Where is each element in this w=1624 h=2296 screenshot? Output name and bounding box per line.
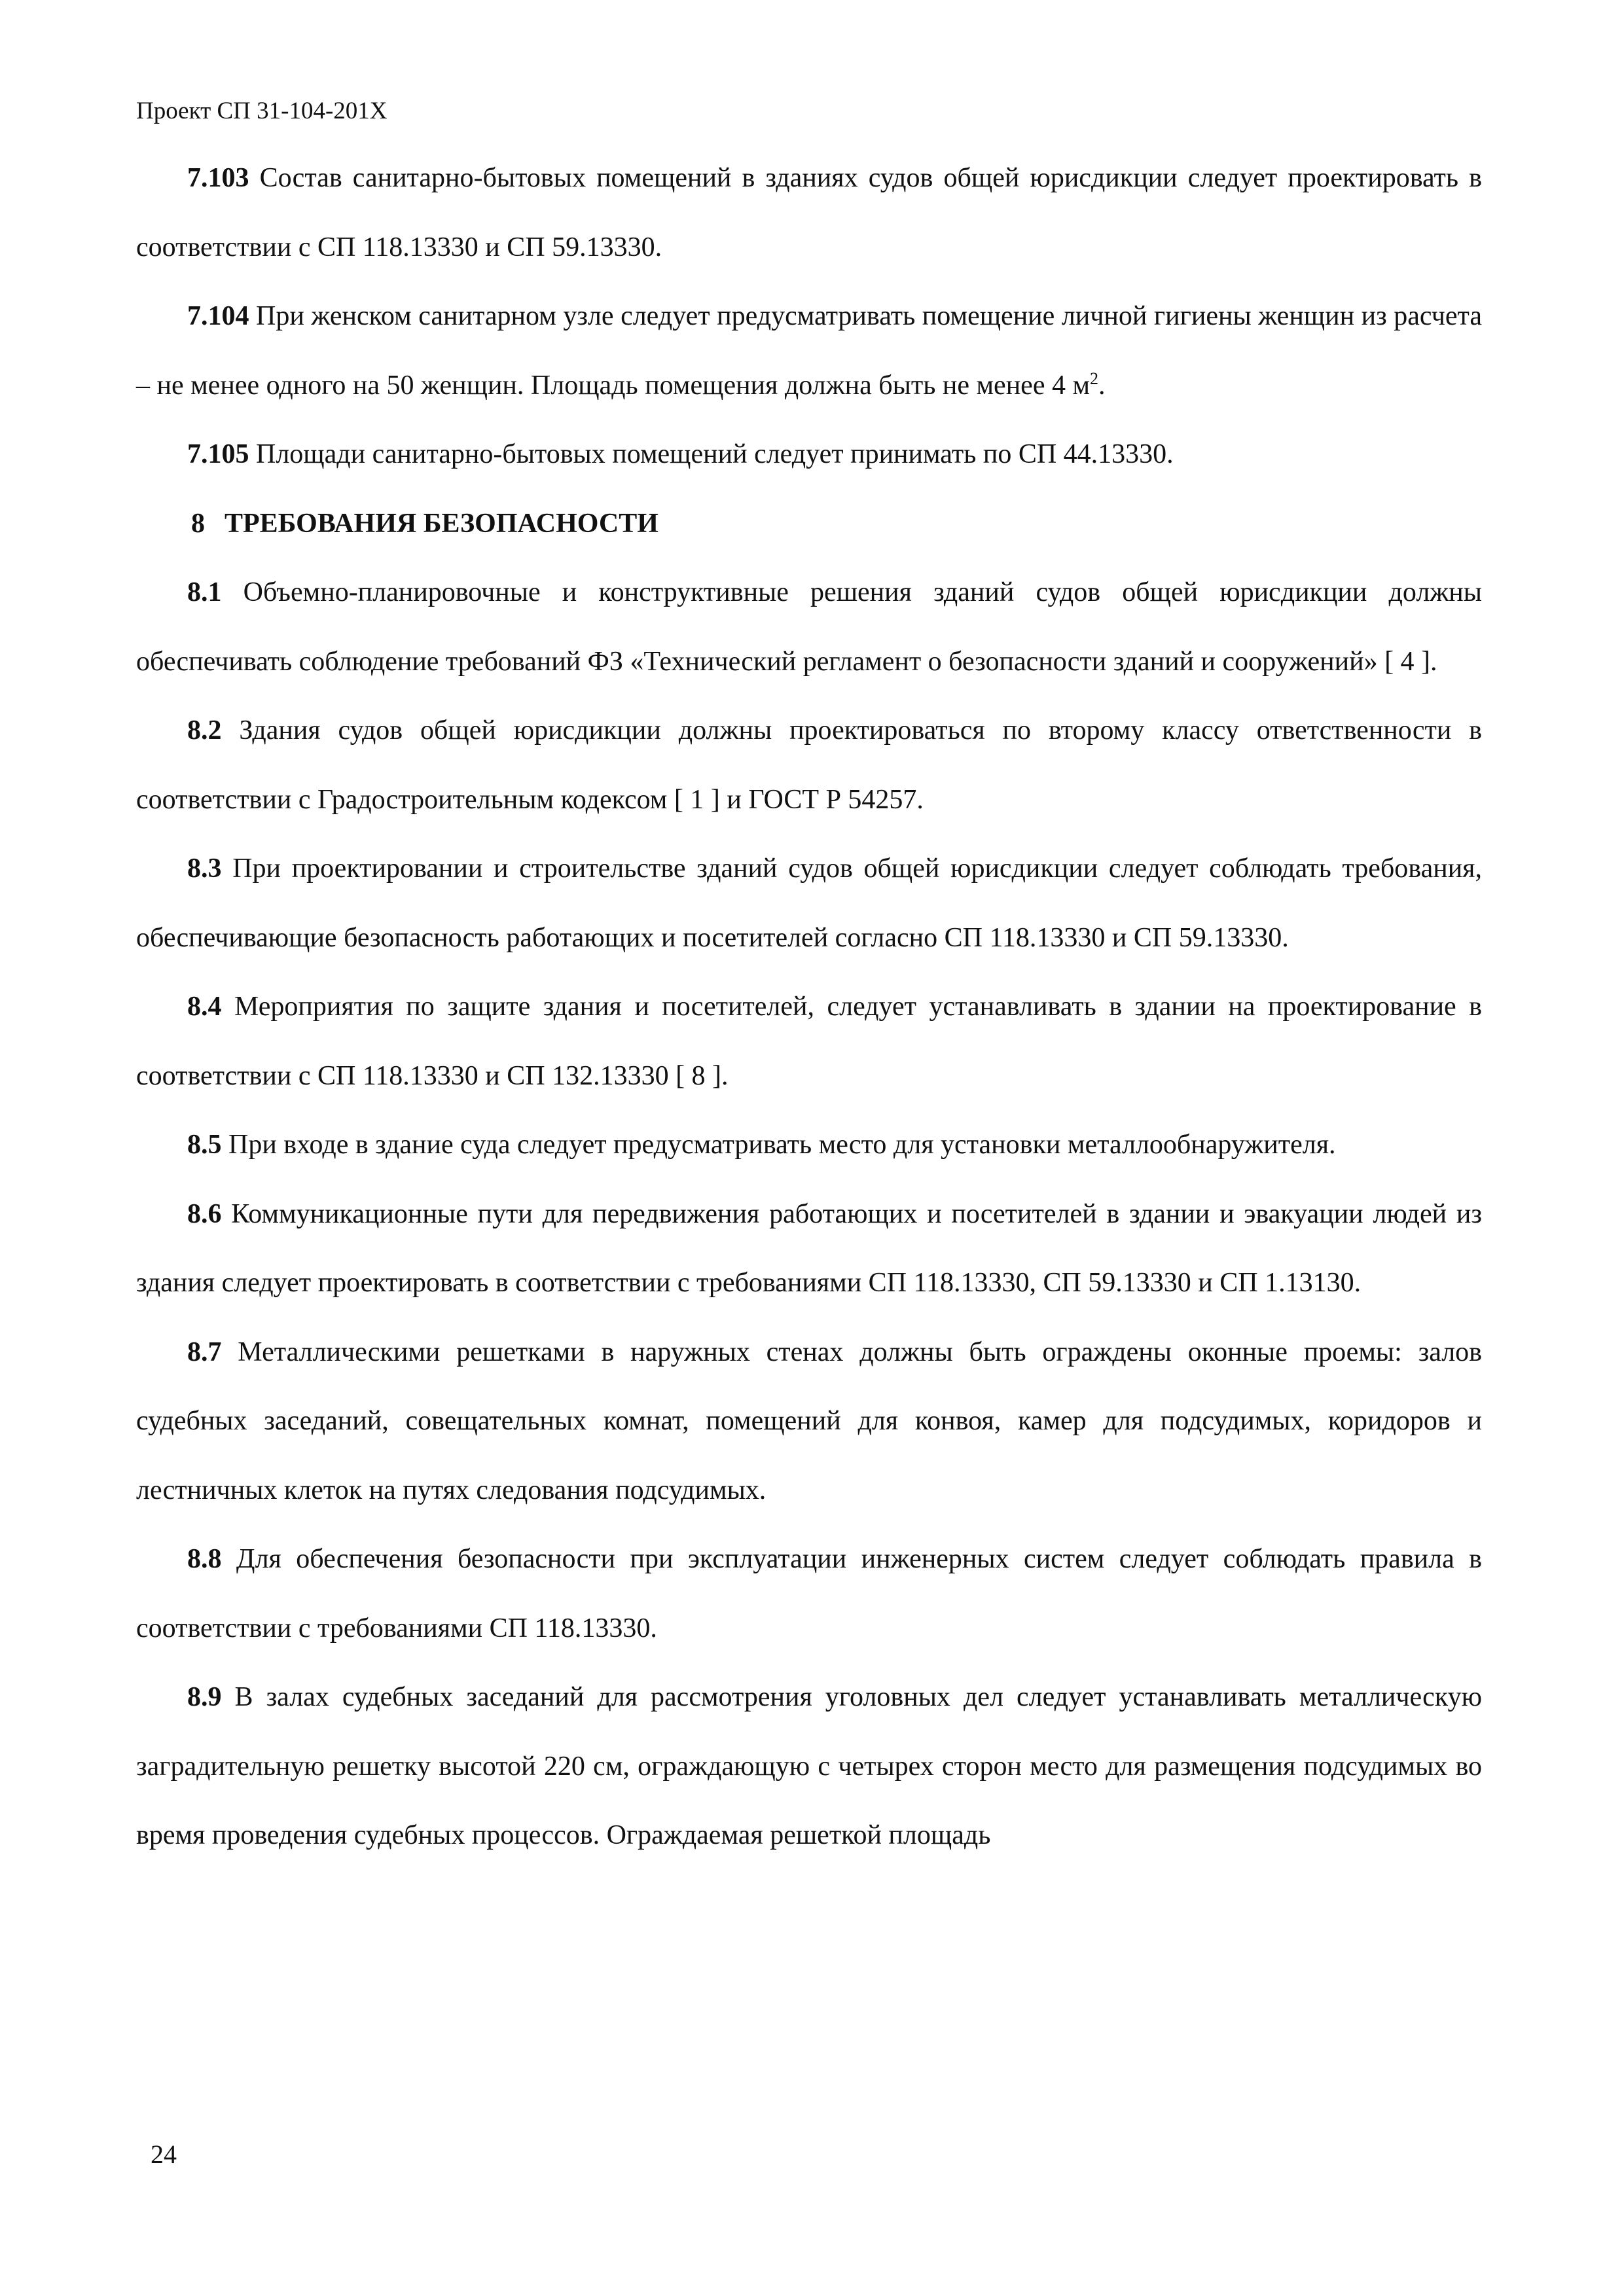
- paragraph-7-105: [136, 420, 1482, 490]
- paragraph-8-8: [136, 1525, 1482, 1663]
- clause-text: Для обеспечения безопасности при эксплуатации инженерных систем следует соблюдать правила в соответствии с требованиями СП 118.13330.: [136, 1544, 1482, 1643]
- document-header: Проект СП 31-104-201Х: [136, 98, 388, 124]
- clause-text: Площади санитарно-бытовых помещений следует принимать по СП 44.13330.: [249, 439, 1174, 469]
- section-number: 8: [191, 508, 205, 539]
- clause-number: 8.4: [187, 992, 222, 1022]
- clause-text: Состав санитарно-бытовых помещений в зданиях судов общей юрисдикции следует проектировать в соответствии с СП 118.13330 и СП 59.13330.: [136, 163, 1482, 262]
- section-heading: [136, 490, 1482, 559]
- clause-text-tail: .: [1098, 370, 1106, 401]
- clause-number: 8.9: [187, 1682, 222, 1712]
- clause-number: 8.7: [187, 1336, 222, 1367]
- paragraph-8-2: [136, 696, 1482, 834]
- clause-number: 8.1: [187, 577, 222, 607]
- clause-text: Мероприятия по защите здания и посетителей, следует устанавливать в здании на проектирование в соответствии с СП 118.13330 и СП 132.13330 [ 8 ].: [136, 992, 1482, 1091]
- paragraph-7-104: [136, 282, 1482, 420]
- clause-number: 8.8: [187, 1544, 222, 1574]
- clause-number: 7.103: [187, 163, 249, 193]
- clause-number: 8.6: [187, 1198, 222, 1229]
- section-title: ТРЕБОВАНИЯ БЕЗОПАСНОСТИ: [225, 508, 659, 539]
- paragraph-8-1: [136, 558, 1482, 696]
- clause-number: 7.104: [187, 301, 249, 331]
- superscript: 2: [1090, 368, 1099, 388]
- page-number: 24: [151, 2140, 177, 2169]
- clause-number: 8.2: [187, 715, 222, 745]
- clause-number: 8.5: [187, 1130, 222, 1160]
- clause-text: При женском санитарном узле следует предусматривать помещение личной гигиены женщин из расчета – не менее одного на 50 женщин. Площадь помещения должна быть не менее 4 м: [136, 301, 1482, 401]
- paragraph-8-3: [136, 834, 1482, 973]
- paragraph-8-6: [136, 1180, 1482, 1318]
- paragraph-8-5: [136, 1111, 1482, 1180]
- paragraph-8-7: [136, 1318, 1482, 1526]
- document-body: [136, 144, 1482, 1871]
- clause-text: При проектировании и строительстве зданий судов общей юрисдикции следует соблюдать требования, обеспечивающие безопасность работающих и посетителей согласно СП 118.13330 и СП 59.13330.: [136, 853, 1482, 953]
- clause-text: Коммуникационные пути для передвижения работающих и посетителей в здании и эвакуации людей из здания следует проектировать в соответствии с требованиями СП 118.13330, СП 59.13330 и СП 1.13130.: [136, 1198, 1482, 1298]
- paragraph-8-9: [136, 1663, 1482, 1871]
- clause-number: 7.105: [187, 439, 249, 469]
- clause-text: Объемно-планировочные и конструктивные решения зданий судов общей юрисдикции должны обеспечивать соблюдение требований ФЗ «Технический регламент о безопасности зданий и сооружений» [ 4 ].: [136, 577, 1482, 677]
- clause-text: Здания судов общей юрисдикции должны проектироваться по второму классу ответственности в соответствии с Градостроительным кодексом [ 1 ] и ГОСТ Р 54257.: [136, 715, 1482, 815]
- paragraph-8-4: [136, 973, 1482, 1111]
- clause-text: При входе в здание суда следует предусматривать место для установки металлообнаружителя.: [221, 1130, 1336, 1160]
- clause-text: Металлическими решетками в наружных стенах должны быть ограждены оконные проемы: залов судебных заседаний, совещательных комнат, помещений для конвоя, камер для подсудимых, коридоров и лестничных клеток на путях следования подсудимых.: [136, 1336, 1482, 1505]
- clause-number: 8.3: [187, 853, 222, 884]
- paragraph-7-103: [136, 144, 1482, 282]
- clause-text: В залах судебных заседаний для рассмотрения уголовных дел следует устанавливать металлическую заградительную решетку высотой 220 см, ограждающую с четырех сторон место для размещения подсудимых во время проведения судебных процессов. Ограждаемая решеткой площадь: [136, 1682, 1482, 1850]
